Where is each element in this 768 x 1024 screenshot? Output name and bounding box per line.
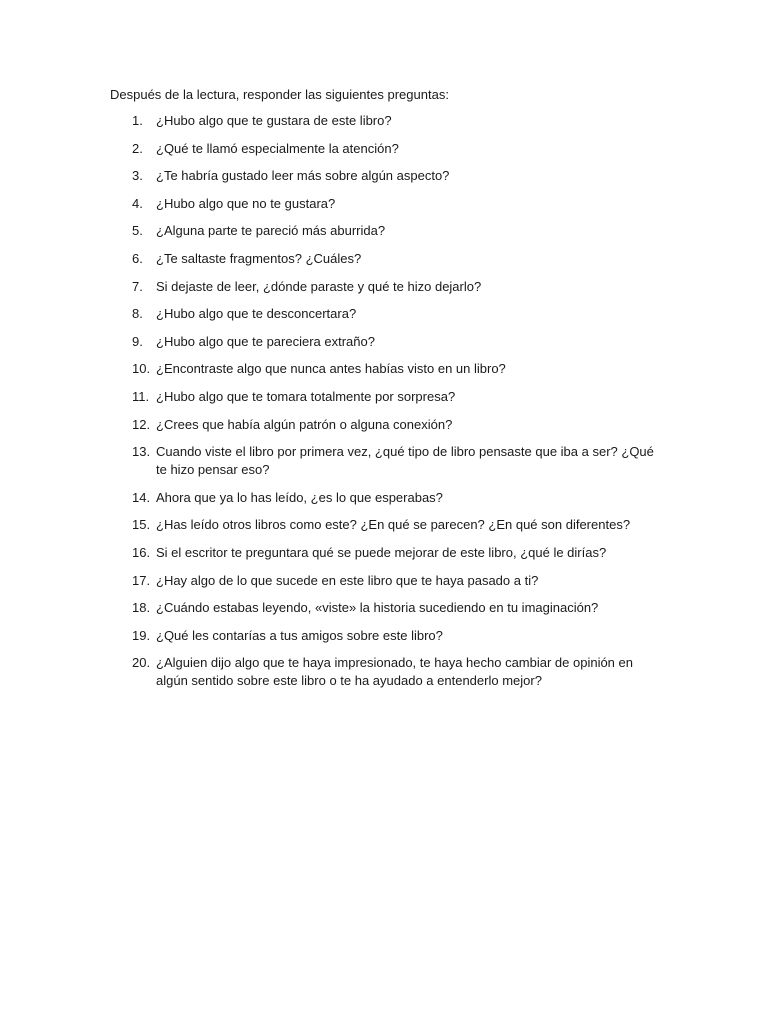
question-number: 9. xyxy=(132,333,143,349)
question-number: 8. xyxy=(132,306,143,322)
question-number: 6. xyxy=(132,250,143,266)
question-text: ¿Alguien dijo algo que te haya impresionado, te haya hecho cambiar de opinión en algún sentido sobre este libro o te ha ayudado a entenderlo mejor? xyxy=(156,655,633,689)
question-item xyxy=(110,599,660,617)
question-item xyxy=(110,195,660,213)
question-number: 14. xyxy=(132,489,151,505)
question-item xyxy=(110,305,660,323)
question-number: 4. xyxy=(132,195,143,211)
question-item xyxy=(110,654,660,690)
question-text: ¿Hay algo de lo que sucede en este libro que te haya pasado a ti? xyxy=(156,572,539,588)
question-item xyxy=(110,416,660,434)
question-text: ¿Hubo algo que te tomara totalmente por sorpresa? xyxy=(156,388,456,404)
question-number: 16. xyxy=(132,544,151,560)
question-text: ¿Hubo algo que te desconcertara? xyxy=(156,306,357,322)
question-text: ¿Hubo algo que no te gustara? xyxy=(156,195,336,211)
question-number: 10. xyxy=(132,361,151,377)
question-text: ¿Cuándo estabas leyendo, «viste» la historia sucediendo en tu imaginación? xyxy=(156,600,599,616)
question-number: 7. xyxy=(132,278,143,294)
question-item xyxy=(110,278,660,296)
question-text: Si el escritor te preguntara qué se puede mejorar de este libro, ¿qué le dirías? xyxy=(156,544,607,560)
question-item xyxy=(110,140,660,158)
intro-text: Después de la lectura, responder las siguientes preguntas: xyxy=(110,87,449,102)
question-item xyxy=(110,489,660,507)
question-text: ¿Has leído otros libros como este? ¿En qué se parecen? ¿En qué son diferentes? xyxy=(156,517,631,533)
question-text: ¿Hubo algo que te pareciera extraño? xyxy=(156,333,375,349)
question-item xyxy=(110,544,660,562)
question-number: 18. xyxy=(132,600,151,616)
question-item xyxy=(110,112,660,130)
question-number: 11. xyxy=(132,388,150,404)
question-text: ¿Te habría gustado leer más sobre algún aspecto? xyxy=(156,168,450,184)
question-text: ¿Alguna parte te pareció más aburrida? xyxy=(156,223,386,239)
question-text: ¿Crees que había algún patrón o alguna conexión? xyxy=(156,416,453,432)
question-text: ¿Hubo algo que te gustara de este libro? xyxy=(156,113,392,128)
question-text: Si dejaste de leer, ¿dónde paraste y qué te hizo dejarlo? xyxy=(156,278,482,294)
question-item xyxy=(110,333,660,351)
question-number: 5. xyxy=(132,223,143,239)
question-text: Cuando viste el libro por primera vez, ¿qué tipo de libro pensaste que iba a ser? ¿Qué te hizo pensar eso? xyxy=(156,444,654,478)
question-number: 20. xyxy=(132,655,151,671)
question-number: 17. xyxy=(132,572,151,588)
question-item xyxy=(110,250,660,268)
question-item xyxy=(110,222,660,240)
question-item xyxy=(110,516,660,534)
question-item xyxy=(110,360,660,378)
question-text: ¿Encontraste algo que nunca antes habías visto en un libro? xyxy=(156,361,506,377)
question-item xyxy=(110,627,660,645)
question-number: 3. xyxy=(132,168,143,184)
question-text: ¿Qué les contarías a tus amigos sobre este libro? xyxy=(156,627,443,643)
question-number: 1. xyxy=(132,113,143,128)
question-number: 19. xyxy=(132,627,151,643)
document-content xyxy=(110,86,660,700)
question-number: 12. xyxy=(132,416,151,432)
question-text: ¿Te saltaste fragmentos? ¿Cuáles? xyxy=(156,250,362,266)
question-number: 15. xyxy=(132,517,151,533)
question-list xyxy=(110,112,660,690)
question-item xyxy=(110,388,660,406)
question-text: Ahora que ya lo has leído, ¿es lo que esperabas? xyxy=(156,489,443,505)
question-text: ¿Qué te llamó especialmente la atención? xyxy=(156,140,399,156)
question-number: 13. xyxy=(132,444,151,460)
question-number: 2. xyxy=(132,140,143,156)
question-item xyxy=(110,443,660,479)
question-item xyxy=(110,167,660,185)
question-item xyxy=(110,572,660,590)
